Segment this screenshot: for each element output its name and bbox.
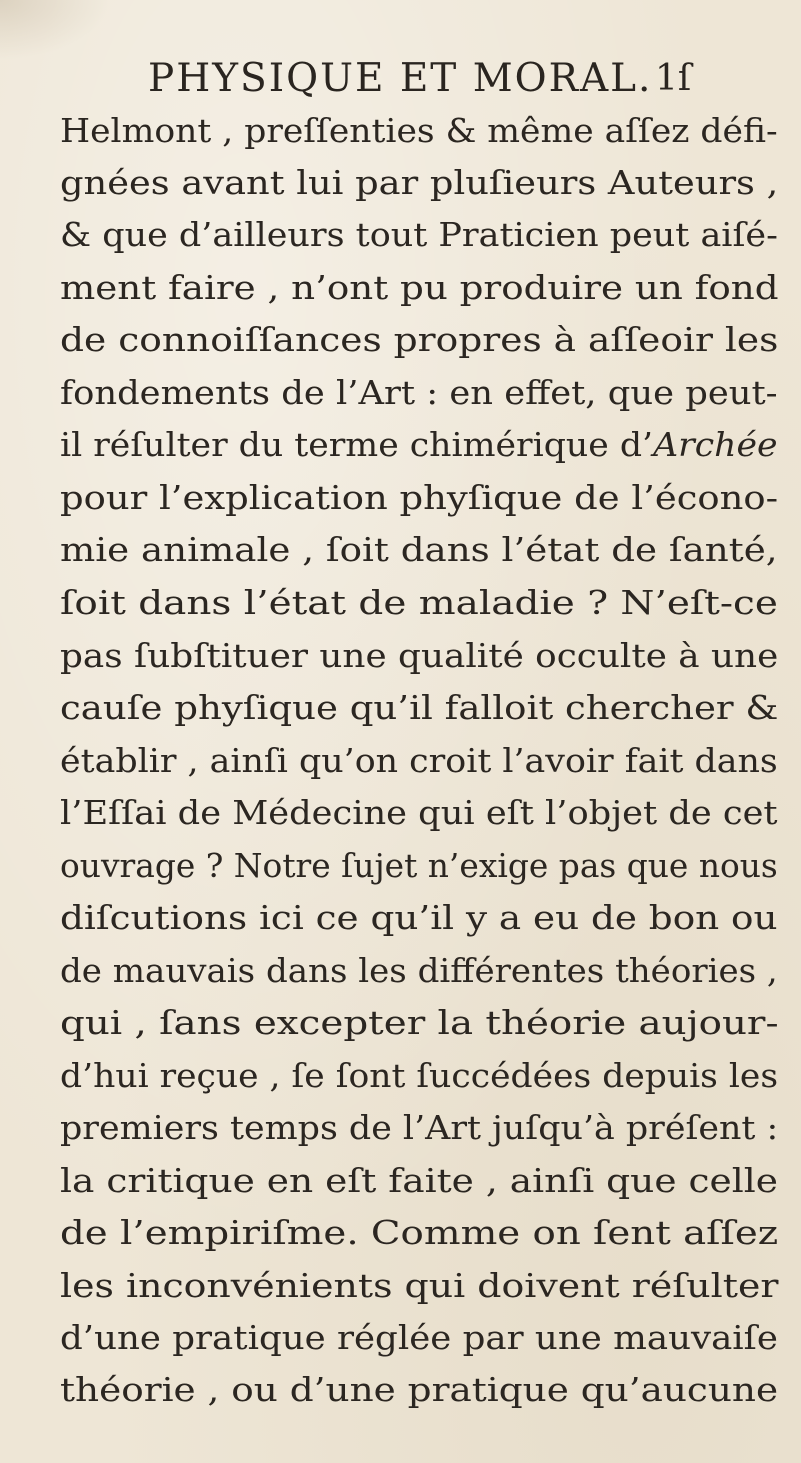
text-line: Helmont , preſſenties & même aſſez défi- — [60, 111, 778, 150]
text-line: d’une pratique réglée par une mauvaiſe — [60, 1318, 778, 1357]
text-line: de mauvais dans les différentes théories , — [60, 951, 778, 990]
text-line: pas ſubſtituer une qualité occulte à une — [60, 636, 779, 675]
text-line: & que d’ailleurs tout Praticien peut aiſé- — [60, 215, 778, 254]
text-line: premiers temps de l’Art juſqu’à préſent : — [60, 1108, 779, 1147]
text-line: ouvrage ? Notre ſujet n’exige pas que nous — [60, 846, 778, 885]
text-line: les inconvénients qui doivent réſulter — [60, 1266, 779, 1305]
italic-term: Archée — [653, 425, 778, 464]
text-line: qui , ſans excepter la théorie aujour- — [60, 1003, 779, 1042]
text-line: d’hui reçue , ſe ſont ſuccédées depuis les — [60, 1056, 779, 1095]
text-line: mie animale , ſoit dans l’état de ſanté, — [60, 530, 778, 569]
text-line: cauſe phyſique qu’il falloit chercher & — [60, 688, 779, 727]
text-line: diſcutions ici ce qu’il y a eu de bon ou — [60, 898, 778, 937]
text-line: établir , ainſi qu’on croit l’avoir fait dans — [60, 741, 778, 780]
text-line: de l’empiriſme. Comme on ſent aſſez — [60, 1213, 779, 1252]
text-line-with-italic — [60, 425, 778, 469]
text-line-start: il réſulter du terme chimérique d’ — [60, 425, 654, 464]
text-line: pour l’explication phyſique de l’écono- — [60, 478, 779, 517]
running-head-title: PHYSIQUE ET MORAL. — [148, 56, 653, 101]
text-line: gnées avant lui par pluſieurs Auteurs , — [60, 163, 779, 202]
text-line: ſoit dans l’état de maladie ? N’eſt-ce — [60, 583, 778, 622]
text-line: fondements de l’Art : en effet, que peut- — [60, 373, 778, 412]
text-line: de connoiſſances propres à aſſeoir les — [60, 320, 779, 359]
text-line: théorie , ou d’une pratique qu’aucune — [60, 1370, 779, 1409]
text-line: l’Eſſai de Médecine qui eſt l’objet de cet — [60, 793, 778, 832]
page-number: 1ſ — [655, 58, 692, 99]
text-line: la critique en eſt faite , ainſi que celle — [60, 1161, 779, 1200]
text-line: ment faire , n’ont pu produire un fond — [60, 268, 779, 307]
